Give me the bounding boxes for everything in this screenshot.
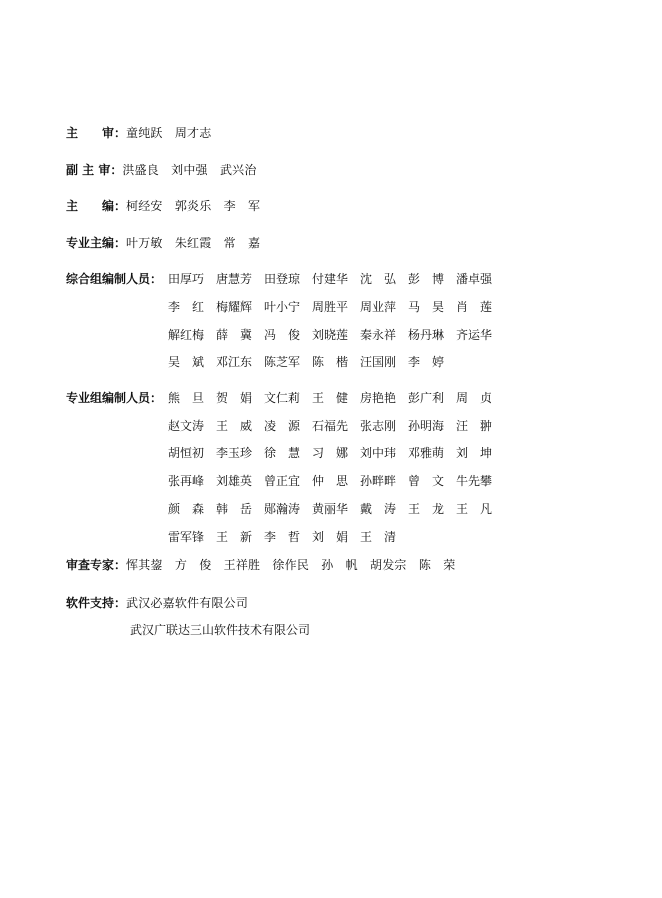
chief-review-names: 童纯跃 周才志 [126,126,212,140]
software-support-row [66,595,248,611]
chief-editor-label: 主 编： [66,199,127,213]
software-support-label: 软件支持： [66,596,127,610]
chief-editor-row [66,198,260,214]
specialty-group-row-5: 颜 森 韩 岳 郧瀚涛 黄丽华 戴 涛 王 龙 王 凡 [168,502,493,516]
deputy-review-names: 洪盛良 刘中强 武兴治 [122,163,257,177]
specialty-editor-row [66,235,260,251]
specialty-editor-names: 叶万敏 朱红霞 常 嘉 [126,236,261,250]
deputy-review-row [66,162,257,178]
general-group-row-3: 解红梅 薛 冀 冯 俊 刘晓莲 秦永祥 杨丹琳 齐运华 [168,328,493,342]
specialty-group-row-1: 熊 旦 贺 娟 文仁莉 王 健 房艳艳 彭广利 周 贞 [168,391,493,405]
specialty-editor-label: 专业主编： [66,236,127,250]
software-support-line-1: 武汉必嘉软件有限公司 [126,596,249,610]
deputy-review-label: 副 主 审： [66,163,123,177]
software-support-line-2: 武汉广联达三山软件技术有限公司 [130,623,311,637]
specialty-group-label: 专业组编制人员： [66,391,163,405]
specialty-group-label-row [66,390,162,406]
general-group-row-2: 李 红 梅耀辉 叶小宁 周胜平 周业萍 马 昊 肖 莲 [168,300,493,314]
specialty-group-row-3: 胡恒初 李玉珍 徐 慧 习 娜 刘中玮 邓雅萌 刘 坤 [168,446,493,460]
chief-review-row [66,125,211,141]
specialty-group-row-2: 赵文涛 王 威 凌 源 石福先 张志刚 孙明海 汪 翀 [168,419,493,433]
review-experts-label: 审查专家： [66,558,127,572]
review-experts-row [66,557,455,573]
specialty-group-row-6: 雷军锋 王 新 李 哲 刘 娟 王 清 [168,530,397,544]
general-group-row-4: 吴 斌 邓江东 陈芝军 陈 楷 汪国刚 李 婷 [168,355,445,369]
specialty-group-row-4: 张再峰 刘雄英 曾正宜 仲 思 孙畔畔 曾 文 牛先攀 [168,474,493,488]
general-group-row-1: 田厚巧 唐慧芳 田登琼 付建华 沈 弘 彭 博 潘卓强 [168,272,493,286]
chief-editor-names: 柯经安 郭炎乐 李 军 [126,199,261,213]
general-group-label-row [66,271,162,287]
general-group-label: 综合组编制人员： [66,272,163,286]
chief-review-label: 主 审： [66,126,127,140]
review-experts-names: 恽其鋆 方 俊 王祥胜 徐作民 孙 帆 胡发宗 陈 荣 [126,558,456,572]
